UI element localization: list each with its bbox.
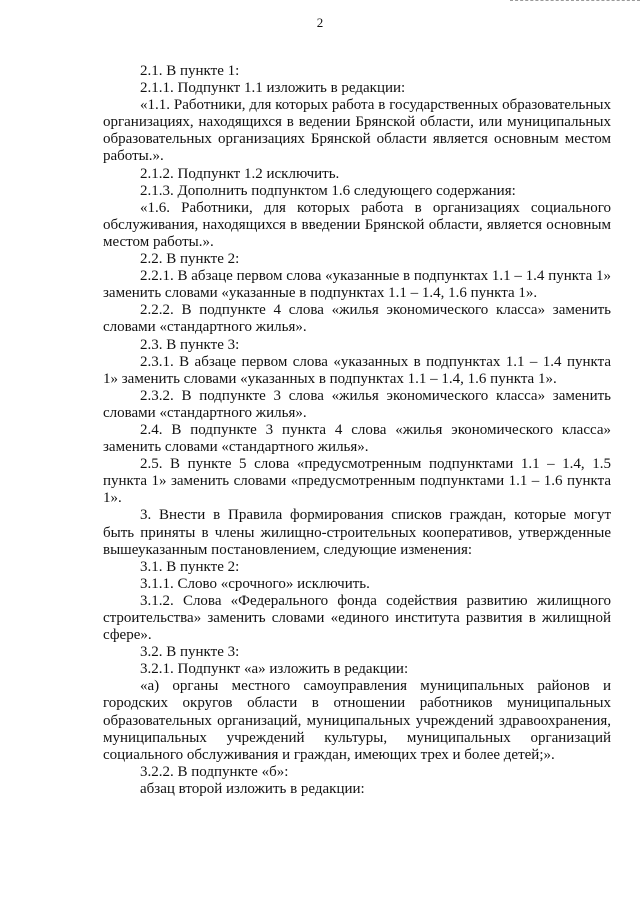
paragraph-2-3: 2.3. В пункте 3: bbox=[140, 336, 240, 353]
paragraph-2-1-2: 2.1.2. Подпункт 1.2 исключить. bbox=[140, 165, 340, 182]
paragraph-quote-a: «а) органы местного самоуправления муниципальных районов и городских округов области в отношении работников муниципальных образовательных организаций, муниципальных учреждений здравоохранения, муниципальных учреждений культуры, муниципальных организаций социального обслуживания и граждан, имеющих трех и более детей;». bbox=[103, 678, 611, 763]
paragraph-3-2-2: 3.2.2. В подпункте «б»: bbox=[140, 763, 289, 780]
paragraph-2-2: 2.2. В пункте 2: bbox=[140, 251, 240, 268]
paragraph-2-3-1: 2.3.1. В абзаце первом слова «указанных в подпунктах 1.1 – 1.4 пункта 1» заменить словами «указанных в подпунктах 1.1 – 1.4, 1.6 пункта 1». bbox=[103, 353, 611, 387]
paragraph-2-4: 2.4. В подпункте 3 пункта 4 слова «жилья экономического класса» заменить словами «стандартного жилья». bbox=[103, 421, 611, 456]
paragraph-quote-1-6: «1.6. Работники, для которых работа в организациях социального обслуживания, находящихся в введении Брянской области, является основным местом работы.». bbox=[103, 199, 611, 250]
paragraph-2-2-2: 2.2.2. В подпункте 4 слова «жилья экономического класса» заменить словами «стандартного жилья». bbox=[103, 302, 611, 336]
paragraph-2-1-1: 2.1.1. Подпункт 1.1 изложить в редакции: bbox=[140, 80, 406, 97]
paragraph-2-2-1: 2.2.1. В абзаце первом слова «указанные в подпунктах 1.1 – 1.4 пункта 1» заменить словами «указанные в подпунктах 1.1 – 1.4, 1.6 пункта 1». bbox=[103, 268, 611, 302]
paragraph-3: 3. Внести в Правила формирования списков граждан, которые могут быть приняты в члены жилищно-строительных кооперативов, утвержденные вышеуказанным постановлением, следующие изменения: bbox=[103, 507, 611, 558]
paragraph-2-3-2: 2.3.2. В подпункте 3 слова «жилья экономического класса» заменить словами «стандартного жилья». bbox=[103, 387, 611, 421]
paragraph-3-1: 3.1. В пункте 2: bbox=[140, 558, 240, 575]
page-number: 2 bbox=[316, 15, 324, 30]
scan-edge-mark bbox=[510, 0, 640, 4]
paragraph-abzac-vtoroy: абзац второй изложить в редакции: bbox=[140, 780, 365, 797]
paragraph-3-2-1: 3.2.1. Подпункт «а» изложить в редакции: bbox=[140, 661, 409, 678]
paragraph-2-5: 2.5. В пункте 5 слова «предусмотренным подпунктами 1.1 – 1.4, 1.5 пункта 1» заменить словами «предусмотренным подпунктами 1.1 – 1.6 пункта 1». bbox=[103, 456, 611, 507]
paragraph-2-1: 2.1. В пункте 1: bbox=[140, 63, 240, 79]
document-body bbox=[103, 63, 611, 798]
paragraph-3-1-2: 3.1.2. Слова «Федерального фонда содействия развитию жилищного строительства» заменить словами «единого института развития в жилищной сфере». bbox=[103, 592, 611, 644]
paragraph-3-1-1: 3.1.1. Слово «срочного» исключить. bbox=[140, 575, 370, 592]
paragraph-2-1-3: 2.1.3. Дополнить подпунктом 1.6 следующего содержания: bbox=[140, 182, 516, 199]
paragraph-quote-1-1: «1.1. Работники, для которых работа в государственных образовательных организациях, находящихся в ведении Брянской области, или муниципальных образовательных организациях Брянской области является основным местом работы.». bbox=[103, 97, 611, 165]
paragraph-3-2: 3.2. В пункте 3: bbox=[140, 644, 240, 661]
